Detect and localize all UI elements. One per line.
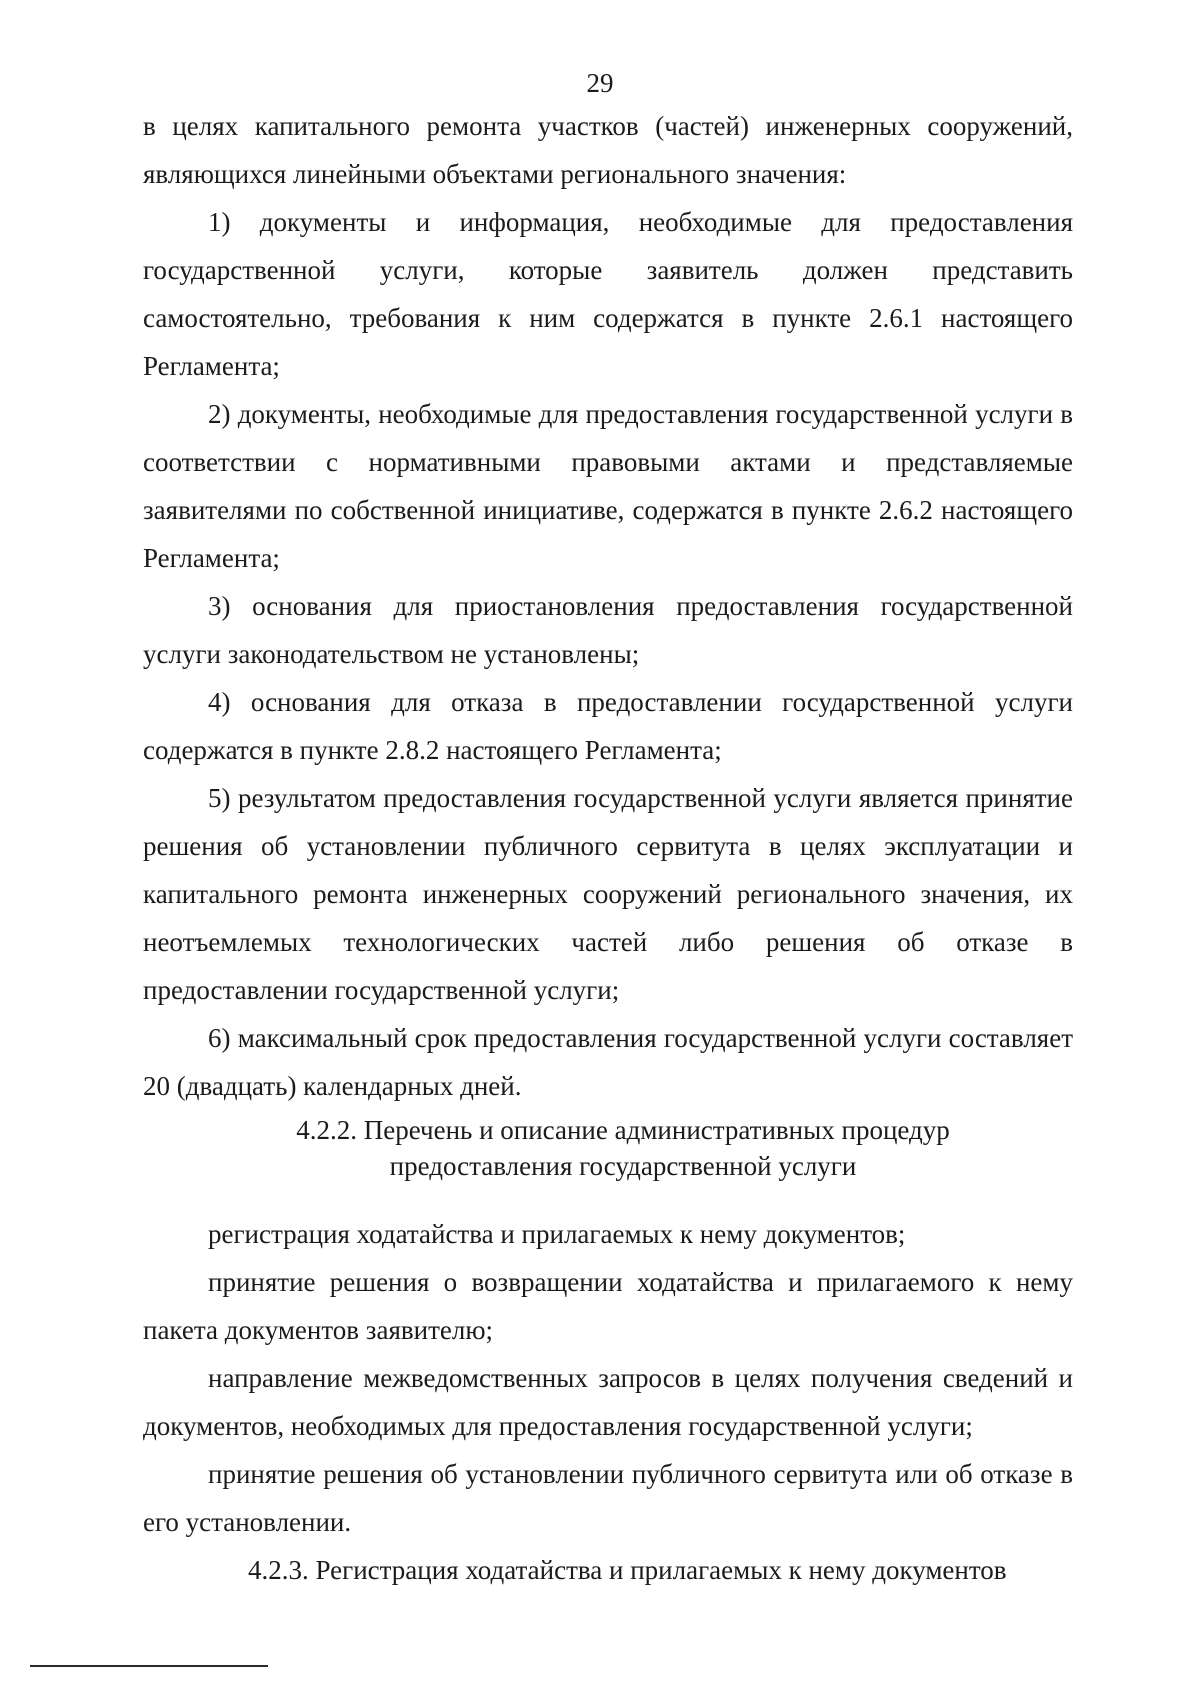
procedure-item-1: регистрация ходатайства и прилагаемых к нему документов; — [208, 1219, 906, 1249]
footnote-divider — [30, 1665, 268, 1667]
paragraph-intro: в целях капитального ремонта участков (частей) инженерных сооружений, являющихся линейными объектами регионального значения: — [143, 111, 1073, 189]
section-heading — [143, 1112, 1073, 1184]
paragraph-item-6: 6) максимальный срок предоставления государственной услуги составляет 20 (двадцать) календарных дней. — [143, 1023, 1073, 1101]
paragraph-item-2: 2) документы, необходимые для предоставления государственной услуги в соответствии с нормативными правовыми актами и представляемые заявителями по собственной инициативе, содержатся в пункте 2.6.2 настоящего Регламента; — [143, 399, 1073, 573]
section-heading-line-2: предоставления государственной услуги — [389, 1151, 857, 1181]
procedure-item-4: принятие решения об установлении публичного сервитута или об отказе в его установлении. — [143, 1459, 1073, 1537]
procedure-item-2: принятие решения о возвращении ходатайства и прилагаемого к нему пакета документов заявителю; — [143, 1267, 1073, 1345]
paragraph-item-4: 4) основания для отказа в предоставлении государственной услуги содержатся в пункте 2.8.2 настоящего Регламента; — [143, 687, 1073, 765]
document-body — [143, 102, 1073, 1594]
procedure-item-3: направление межведомственных запросов в целях получения сведений и документов, необходимых для предоставления государственной услуги; — [143, 1363, 1073, 1441]
section-heading-line-1: 4.2.2. Перечень и описание административных процедур — [296, 1115, 950, 1145]
paragraph-item-1: 1) документы и информация, необходимые для предоставления государственной услуги, которые заявитель должен представить самостоятельно, требования к ним содержатся в пункте 2.6.1 настоящего Регламента; — [143, 207, 1073, 381]
paragraph-item-3: 3) основания для приостановления предоставления государственной услуги законодательством не установлены; — [143, 591, 1073, 669]
page-number: 29 — [586, 68, 614, 98]
paragraph-item-5: 5) результатом предоставления государственной услуги является принятие решения об установлении публичного сервитута в целях эксплуатации и капитального ремонта инженерных сооружений регионального значения, их неотъемлемых технологических частей либо решения об отказе в предоставлении государственной услуги; — [143, 783, 1073, 1005]
subsection-heading: 4.2.3. Регистрация ходатайства и прилагаемых к нему документов — [248, 1555, 1007, 1585]
